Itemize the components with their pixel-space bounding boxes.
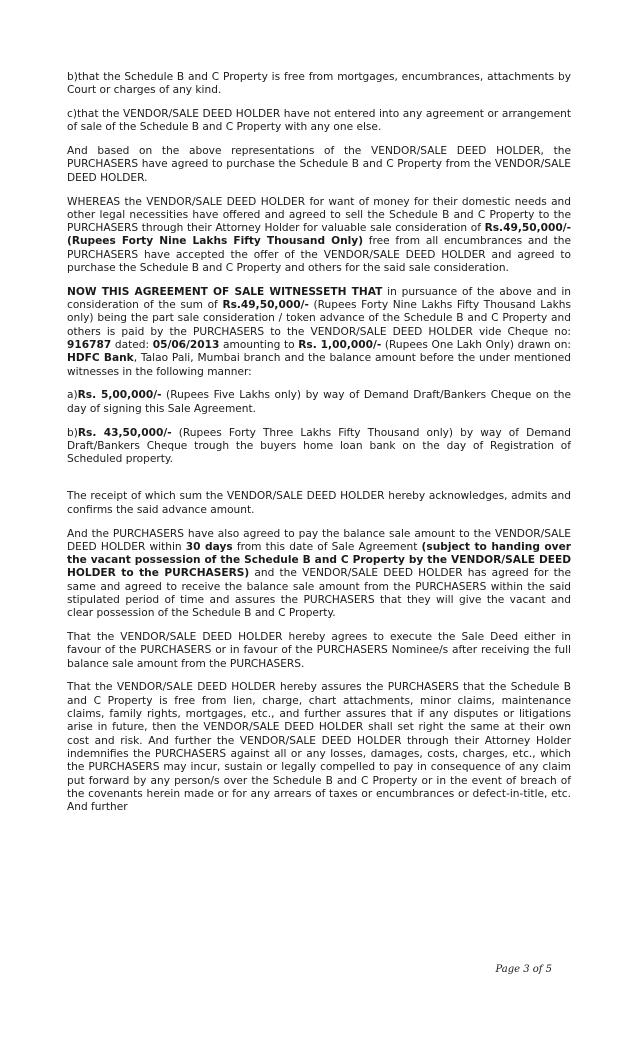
text-run: c)that the VENDOR/SALE DEED HOLDER have not entered into any agreement or arrangement of sale of the Schedule B and C Property with any one else. [67,108,571,134]
paragraph-payment-b [67,427,571,467]
text-run: (Rupees Forty Three Lakhs Fifty Thousand only) by way of Demand Draft/Bankers Cheque trough the buyers home loan bank on the day of Registration of Scheduled property. [67,426,572,466]
bold-text-run: Rs. 5,00,000/- [77,389,162,402]
paragraph-representations [67,145,571,185]
bold-text-run: Rs. 43,50,000/- [77,426,172,439]
document-page [67,71,571,825]
text-run: in pursuance of the above and in consideration of the sum of [67,285,571,312]
paragraph-balance-payment [67,528,571,621]
paragraph-whereas [67,196,571,276]
text-run: That the VENDOR/SALE DEED HOLDER hereby assures the PURCHASERS that the Schedule B and C Property is free from lien, charge, chart attachments, minor claims, maintenance claims, family rights, mortgages, etc., and further assures that if any disputes or litigations arise in future, then the VENDOR/SALE DEED HOLDER shall set right the same at their own cost and risk. And further the VENDOR/SALE DEED HOLDER through their Attorney Holder indemnifies the PURCHASERS against all or any losses, damages, costs, charges, etc., which the PURCHASERS may incur, sustain or legally compelled to pay in consequence of any claim put forward by any person/s over the Schedule B and C Property or in the event of breach of the covenants herein made or for any arrears of taxes or encumbrances or defect-in-title, etc. And further [67,681,571,814]
bold-text-run: HDFC Bank [67,352,134,365]
bold-text-run: 916787 [67,339,112,352]
paragraph-clause-b [67,71,571,98]
bold-text-run: Rs.49,50,000/- (Rupees Forty Nine Lakhs Fifty Thousand Only) [67,222,571,248]
text-run: The receipt of which sum the VENDOR/SALE DEED HOLDER hereby acknowledges, admits and confirms the said advance amount. [67,490,571,516]
paragraph-clause-c [67,108,571,135]
text-run: b) [67,426,78,439]
text-run: a) [67,389,78,402]
paragraph-assurance [67,681,571,814]
paragraph-payment-a [67,389,571,416]
bold-text-run: Rs.49,50,000/- [222,299,309,312]
text-run: free from all encumbrances and the PURCHASERS have accepted the offer of the VENDOR/SALE DEED HOLDER and agreed to purchase the Schedule B and C Property and others for the said sale consideration. [67,235,571,275]
text-run: And the PURCHASERS have also agreed to pay the balance sale amount to the VENDOR/SALE DEED HOLDER within [67,527,571,553]
text-run: WHEREAS the VENDOR/SALE DEED HOLDER for want of money for their domestic needs and other legal necessities have offered and agreed to sell the Schedule B and C Property to the PURCHASERS through their Attorney Holder for valuable sale consideration of [67,195,571,235]
paragraph-receipt [67,490,571,517]
bold-text-run: 05/06/2013 [152,339,220,352]
text-run: and the VENDOR/SALE DEED HOLDER has agreed for the same and agreed to receive the balance sale amount from the PURCHASERS within the said stipulated period of time and assures the PURCHASERS that they will give the vacant and clear possession of the Schedule B and C Property. [67,567,571,620]
text-run: (Rupees One Lakh Only) drawn on: [381,339,572,352]
text-run: dated: [111,339,153,352]
page-number: Page 3 of 5 [495,964,552,975]
text-run: And based on the above representations of the VENDOR/SALE DEED HOLDER, the PURCHASERS have agreed to purchase the Schedule B and C Property from the VENDOR/SALE DEED HOLDER. [67,145,571,184]
text-run: (Rupees Five Lakhs only) by way of Demand Draft/Bankers Cheque on the day of signing this Sale Agreement. [67,389,571,415]
text-run: That the VENDOR/SALE DEED HOLDER hereby agrees to execute the Sale Deed either in favour of the PURCHASERS or in favour of the PURCHASERS Nominee/s after receiving the full balance sale amount from the PURCHASERS. [67,631,571,670]
paragraph-witnesseth [67,286,571,379]
bold-text-run: Rs. 1,00,000/- [298,339,382,352]
text-run: , Talao Pali, Mumbai branch and the balance amount before the under mentioned witnesses in the following manner: [67,352,571,378]
text-run: amounting to [219,339,299,352]
text-run: b)that the Schedule B and C Property is free from mortgages, encumbrances, attachments by Court or charges of any kind. [67,71,571,97]
paragraph-sale-deed [67,631,571,671]
bold-text-run: 30 days [185,540,233,553]
text-run: (Rupees Forty Nine Lakhs Fifty Thousand Lakhs only) being the part sale consideration / token advance of the Schedule B and C Property and others is paid by the PURCHASERS to the VENDOR/SALE DEED HOLDER vide Cheque no: [67,299,571,338]
bold-text-run: NOW THIS AGREEMENT OF SALE WITNESSETH THAT [67,285,383,298]
text-run: from this date of Sale Agreement [232,540,422,553]
bold-text-run: (subject to handing over the vacant possession of the Schedule B and C Property by the VENDOR/SALE DEED HOLDER to the PURCHASERS) [67,540,571,580]
